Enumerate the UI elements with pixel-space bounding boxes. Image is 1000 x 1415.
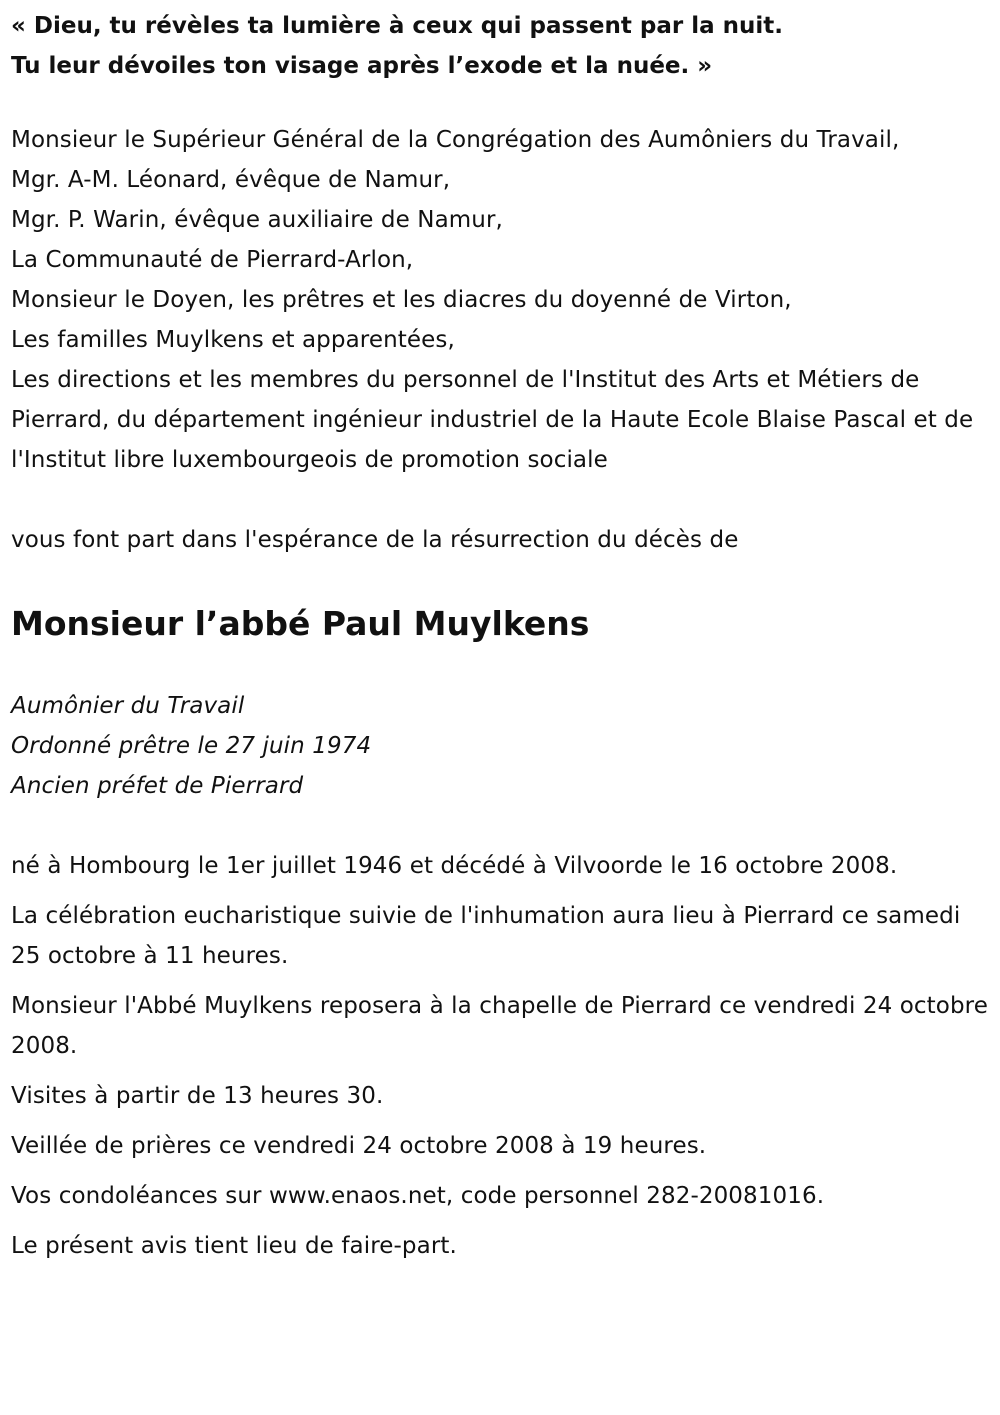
vigil-text: Veillée de prières ce vendredi 24 octobre 2008 à 19 heures.: [11, 1133, 707, 1159]
epigraph-line-2: Tu leur dévoiles ton visage après l’exode et la nuée. »: [11, 53, 713, 79]
obituary-notice: [11, 0, 991, 1266]
chapel-rest-text: Monsieur l'Abbé Muylkens reposera à la chapelle de Pierrard ce vendredi 24 octobre 2008.: [11, 993, 988, 1059]
funeral-mass-text: La célébration eucharistique suivie de l'inhumation aura lieu à Pierrard ce samedi 25 octobre à 11 heures.: [11, 903, 961, 969]
sender-families: Les familles Muylkens et apparentées,: [11, 327, 455, 353]
sender-institutions: Les directions et les membres du personnel de l'Institut des Arts et Métiers de Pierrard, du département ingénieur industriel de la Haute Ecole Blaise Pascal et de l'Institut libre luxembourgeois de promotion sociale: [11, 367, 974, 473]
visiting-hours-text: Visites à partir de 13 heures 30.: [11, 1083, 384, 1109]
condolences-text: Vos condoléances sur www.enaos.net, code personnel 282-20081016.: [11, 1183, 825, 1209]
epigraph-line-1: « Dieu, tu révèles ta lumière à ceux qui passent par la nuit.: [11, 13, 783, 39]
title-line: Aumônier du Travail: [11, 693, 245, 719]
sender-community: La Communauté de Pierrard-Arlon,: [11, 247, 414, 273]
deceased-name: Monsieur l’abbé Paul Muylkens: [11, 604, 590, 643]
title-line: Ordonné prêtre le 27 juin 1974: [11, 733, 372, 759]
birth-death-text: né à Hombourg le 1er juillet 1946 et décédé à Vilvoorde le 16 octobre 2008.: [11, 853, 898, 879]
sender-bishop: Mgr. A-M. Léonard, évêque de Namur,: [11, 167, 451, 193]
title-line: Ancien préfet de Pierrard: [11, 773, 304, 799]
sender-congregation: Monsieur le Supérieur Général de la Congrégation des Aumôniers du Travail,: [11, 127, 900, 153]
deceased-titles: [11, 686, 991, 806]
sender-deanery: Monsieur le Doyen, les prêtres et les diacres du doyenné de Virton,: [11, 287, 792, 313]
announcement-text: vous font part dans l'espérance de la résurrection du décès de: [11, 527, 739, 553]
sender-auxiliary-bishop: Mgr. P. Warin, évêque auxiliaire de Namur,: [11, 207, 503, 233]
senders-list: [11, 120, 991, 480]
notice-statement-text: Le présent avis tient lieu de faire-part.: [11, 1233, 457, 1259]
